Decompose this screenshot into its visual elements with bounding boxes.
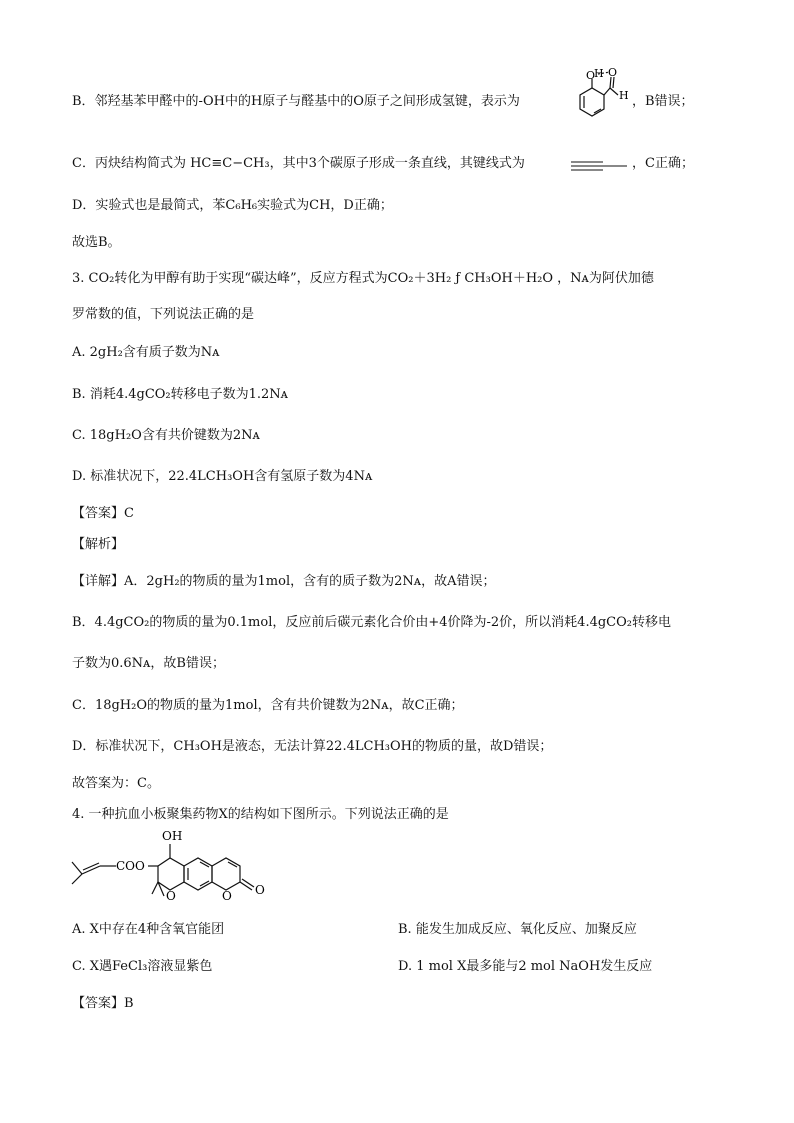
mol-oh-label: OH <box>162 829 183 843</box>
detail-b-2: 子数为0.6Nᴀ，故B错误； <box>72 656 225 671</box>
analysis-heading: 【解析】 <box>72 537 125 552</box>
mol-o-label: O <box>608 66 618 79</box>
answer-3: 【答案】C <box>72 506 134 521</box>
detail-b-1: B．4.4gCO₂的物质的量为0.1mol，反应前后碳元素化合价由+4价降为-2价，所以消耗4.4gCO₂转移电 <box>72 615 671 630</box>
question-3-stem-1: 3. CO₂转化为甲醇有助于实现“碳达峰”，反应方程式为CO₂＋3H₂ ƒ CH₃OH＋H₂O ，Nᴀ为阿伏加德 <box>72 271 654 286</box>
answer-is: 故答案为：C。 <box>72 776 160 791</box>
salicylaldehyde-hbond-structure <box>560 64 632 134</box>
mol-o-ring2-label: O <box>222 889 232 903</box>
question-4-option-c: C. X遇FeCl₃溶液显紫色 <box>72 959 213 974</box>
detail-a: 【详解】A．2gH₂的物质的量为1mol，含有的质子数为2Nᴀ，故A错误； <box>72 574 496 589</box>
mol-h-label: H <box>619 89 629 102</box>
text-line-c-prev-end: ，C正确； <box>632 156 694 171</box>
propyne-skeletal-structure <box>571 160 629 172</box>
mol-h-label: H <box>594 67 604 80</box>
question-3-option-a: A. 2gH₂含有质子数为Nᴀ <box>72 345 220 360</box>
question-4-option-b: B. 能发生加成反应、氧化反应、加聚反应 <box>398 922 637 937</box>
question-4-option-d: D. 1 mol X最多能与2 mol NaOH发生反应 <box>398 959 653 974</box>
text-line-choose: 故选B。 <box>72 235 121 250</box>
question-3-option-b: B. 消耗4.4gCO₂转移电子数为1.2Nᴀ <box>72 387 289 402</box>
text-line-d-prev: D．实验式也是最简式，苯C₆H₆实验式为CH，D正确； <box>72 198 393 213</box>
question-3-option-c: C. 18gH₂O含有共价键数为2Nᴀ <box>72 428 260 443</box>
question-3-option-d: D. 标准状况下，22.4LCH₃OH含有氢原子数为4Nᴀ <box>72 469 373 484</box>
mol-o-carbonyl-label: O <box>255 883 265 897</box>
mol-o-label: O <box>586 69 596 82</box>
mol-coo-label: COO <box>116 859 145 873</box>
question-4-stem: 4. 一种抗血小板聚集药物X的结构如下图所示。下列说法正确的是 <box>72 807 449 822</box>
text-line-b-prev-end: ，B错误； <box>632 94 694 109</box>
question-3-stem-2: 罗常数的值，下列说法正确的是 <box>72 307 255 322</box>
drug-x-structure <box>70 826 310 916</box>
mol-o-ring-label: O <box>166 889 176 903</box>
detail-d: D．标准状况下，CH₃OH是液态，无法计算22.4LCH₃OH的物质的量，故D错误； <box>72 739 553 754</box>
text-line-b-prev: B．邻羟基苯甲醛中的-OH中的H原子与醛基中的O原子之间形成氢键，表示为 <box>72 94 520 109</box>
question-4-option-a: A. X中存在4种含氧官能团 <box>72 922 225 937</box>
answer-4: 【答案】B <box>72 996 134 1011</box>
text-line-c-prev: C．丙炔结构简式为 HC≡C−CH₃，其中3个碳原子形成一条直线，其键线式为 <box>72 156 525 171</box>
detail-c: C．18gH₂O的物质的量为1mol，含有共价键数为2Nᴀ，故C正确； <box>72 698 464 713</box>
